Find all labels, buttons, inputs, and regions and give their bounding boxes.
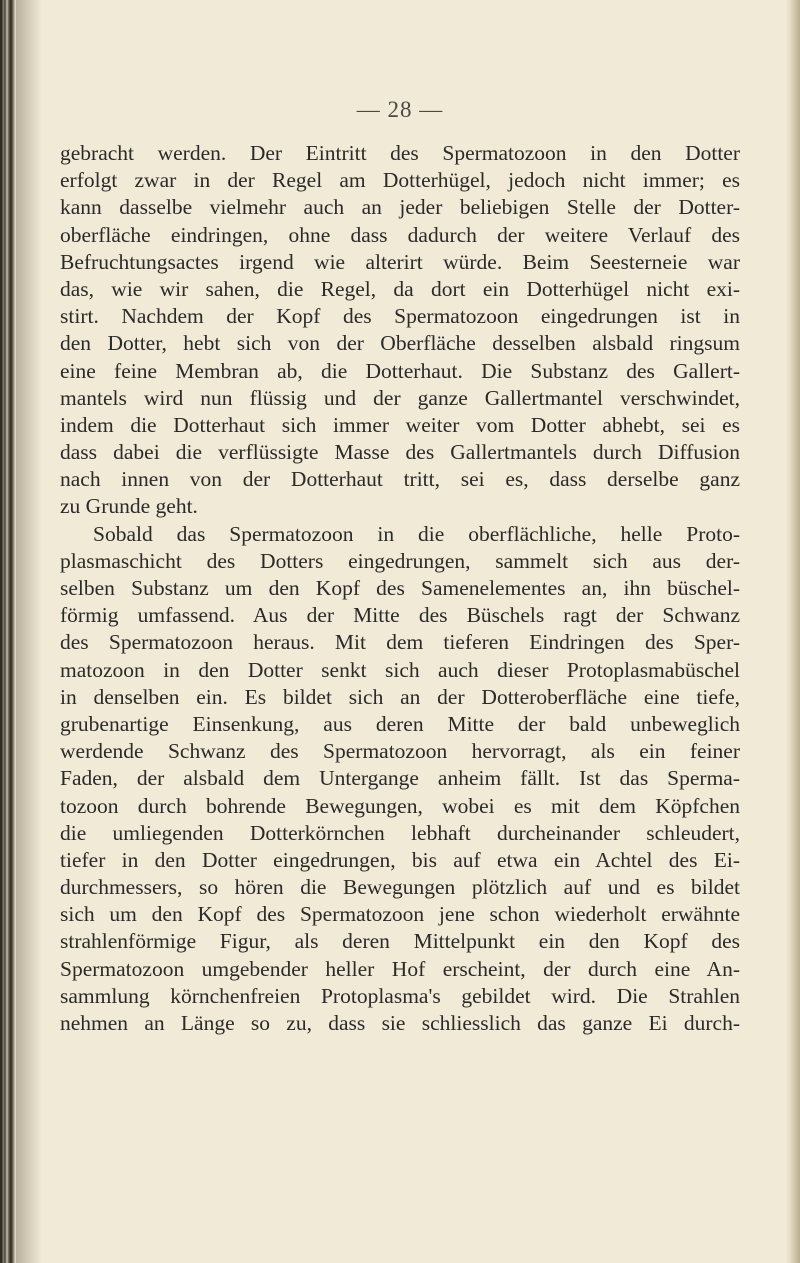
text-line: sammlung körnchenfreien Protoplasma's gebildet wird. Die Strahlen [60,983,740,1008]
text-line: förmig umfassend. Aus der Mitte des Büschels ragt der Schwanz [60,603,740,628]
body-text [60,140,740,1037]
text-line: selben Substanz um den Kopf des Samenelementes an, ihn büschel- [60,576,740,600]
text-line: gebracht werden. Der Eintritt des Spermatozoon in den Dotter [60,141,740,165]
text-line: matozoon in den Dotter senkt sich auch dieser Protoplasmabüschel [60,657,740,682]
text-line: tiefer in den Dotter eingedrungen, bis auf etwa ein Achtel des Ei- [60,847,740,872]
text-line: indem die Dotterhaut sich immer weiter vom Dotter abhebt, sei es [60,412,740,437]
text-line: durchmessers, so hören die Bewegungen plötzlich auf und es bildet [60,875,740,900]
text-line: Spermatozoon umgebender heller Hof erscheint, der durch eine An- [60,956,740,981]
text-line: plasmaschicht des Dotters eingedrungen, sammelt sich aus der- [60,548,740,573]
paragraph-start-line: Sobald das Spermatozoon in die oberflächliche, helle Proto- [93,521,740,546]
text-line: den Dotter, hebt sich von der Oberfläche desselben alsbald ringsum [60,331,740,356]
paragraph-end-line: zu Grunde geht. [60,494,198,519]
text-line: tozoon durch bohrende Bewegungen, wobei es mit dem Köpfchen [60,793,740,818]
text-line: eine feine Membran ab, die Dotterhaut. Die Substanz des Gallert- [60,358,740,383]
text-line: des Spermatozoon heraus. Mit dem tieferen Eindringen des Sper- [60,630,740,655]
text-line: grubenartige Einsenkung, aus deren Mitte der bald unbeweglich [60,711,740,736]
page-number: — 28 — [356,97,444,122]
text-line: erfolgt zwar in der Regel am Dotterhügel, jedoch nicht immer; es [60,168,740,193]
text-line: nach innen von der Dotterhaut tritt, sei es, dass derselbe ganz [60,467,740,492]
text-line: oberfläche eindringen, ohne dass dadurch der weitere Verlauf des [60,222,740,247]
text-line: in denselben ein. Es bildet sich an der Dotteroberfläche eine tiefe, [60,684,740,709]
text-line: Befruchtungsactes irgend wie alterirt würde. Beim Seesterneie war [60,249,740,274]
text-line: werdende Schwanz des Spermatozoon hervorragt, als ein feiner [60,739,740,764]
text-line: mantels wird nun flüssig und der ganze Gallertmantel verschwindet, [60,385,740,410]
gutter-shadow [16,0,42,1263]
page-edge [786,0,800,1263]
text-line: sich um den Kopf des Spermatozoon jene schon wiederholt erwähnte [60,902,740,927]
text-line: die umliegenden Dotterkörnchen lebhaft durcheinander schleudert, [60,820,740,845]
text-line: Faden, der alsbald dem Untergange anheim fällt. Ist das Sperma- [60,766,740,791]
text-line: dass dabei die verflüssigte Masse des Gallertmantels durch Diffusion [60,440,740,465]
book-binding [0,0,16,1263]
text-line: strahlenförmige Figur, als deren Mittelpunkt ein den Kopf des [60,929,740,954]
text-line: stirt. Nachdem der Kopf des Spermatozoon eingedrungen ist in [60,304,740,329]
text-line: kann dasselbe vielmehr auch an jeder beliebigen Stelle der Dotter- [60,195,740,220]
text-line: nehmen an Länge so zu, dass sie schliesslich das ganze Ei durch- [60,1011,740,1035]
text-line: das, wie wir sahen, die Regel, da dort ein Dotterhügel nicht exi- [60,276,740,301]
